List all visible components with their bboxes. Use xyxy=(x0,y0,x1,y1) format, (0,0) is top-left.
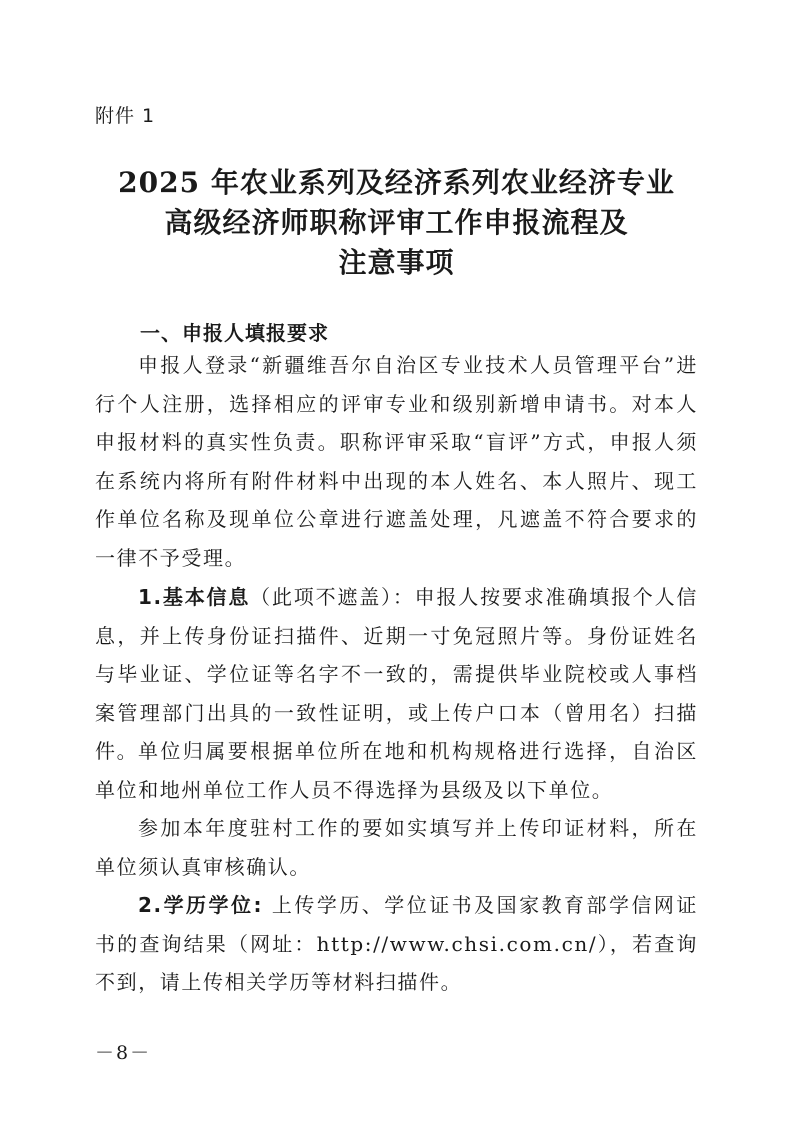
basic-info-label: 1.基本信息 xyxy=(138,585,251,609)
title-line-2: 高级经济师职称评审工作申报流程及 xyxy=(164,206,629,239)
education-label: 2.学历学位: xyxy=(138,893,264,917)
page-number: －8－ xyxy=(95,1042,152,1064)
village-note-paragraph: 参加本年度驻村工作的要如实填写并上传印证材料，所在单位须认真审核确认。 xyxy=(95,816,698,879)
basic-info-text: （此项不遮盖）：申报人按要求准确填报个人信息，并上传身份证扫描件、近期一寸免冠照片等。身份证姓名与毕业证、学位证等名字不一致的，需提供毕业院校或人事档案管理部门出具的一致性证明，或上传户口本（曾用名）扫描件。 xyxy=(95,585,698,763)
document-title xyxy=(60,163,733,283)
education-text: 上传学历、学位证书及国家教育部学信网证书的查询结果（网址：http://www.chsi.com.cn/），若查询不到，请上传相关学历等材料扫描件。 xyxy=(95,893,698,994)
intro-paragraph: 申报人登录“新疆维吾尔自治区专业技术人员管理平台”进行个人注册，选择相应的评审专业和级别新增申请书。对本人申报材料的真实性负责。职称评审采取“盲评”方式，申报人须在系统内将所有附件材料中出现的本人姓名、本人照片、现工作单位名称及现单位公章进行遮盖处理，凡遮盖不符合要求的一律不予受理。 xyxy=(95,353,698,570)
title-line-1: 2025 年农业系列及经济系列农业经济专业 xyxy=(118,166,675,199)
section-heading-1: 一、申报人填报要求 xyxy=(140,321,329,345)
attachment-label: 附件 1 xyxy=(95,105,156,127)
unit-note-paragraph: 单位归属要根据单位所在地和机构规格进行选择，自治区单位和地州单位工作人员不得选择为县级及以下单位。 xyxy=(95,739,698,802)
education-paragraph xyxy=(95,886,698,1002)
title-line-3: 注意事项 xyxy=(338,246,455,279)
